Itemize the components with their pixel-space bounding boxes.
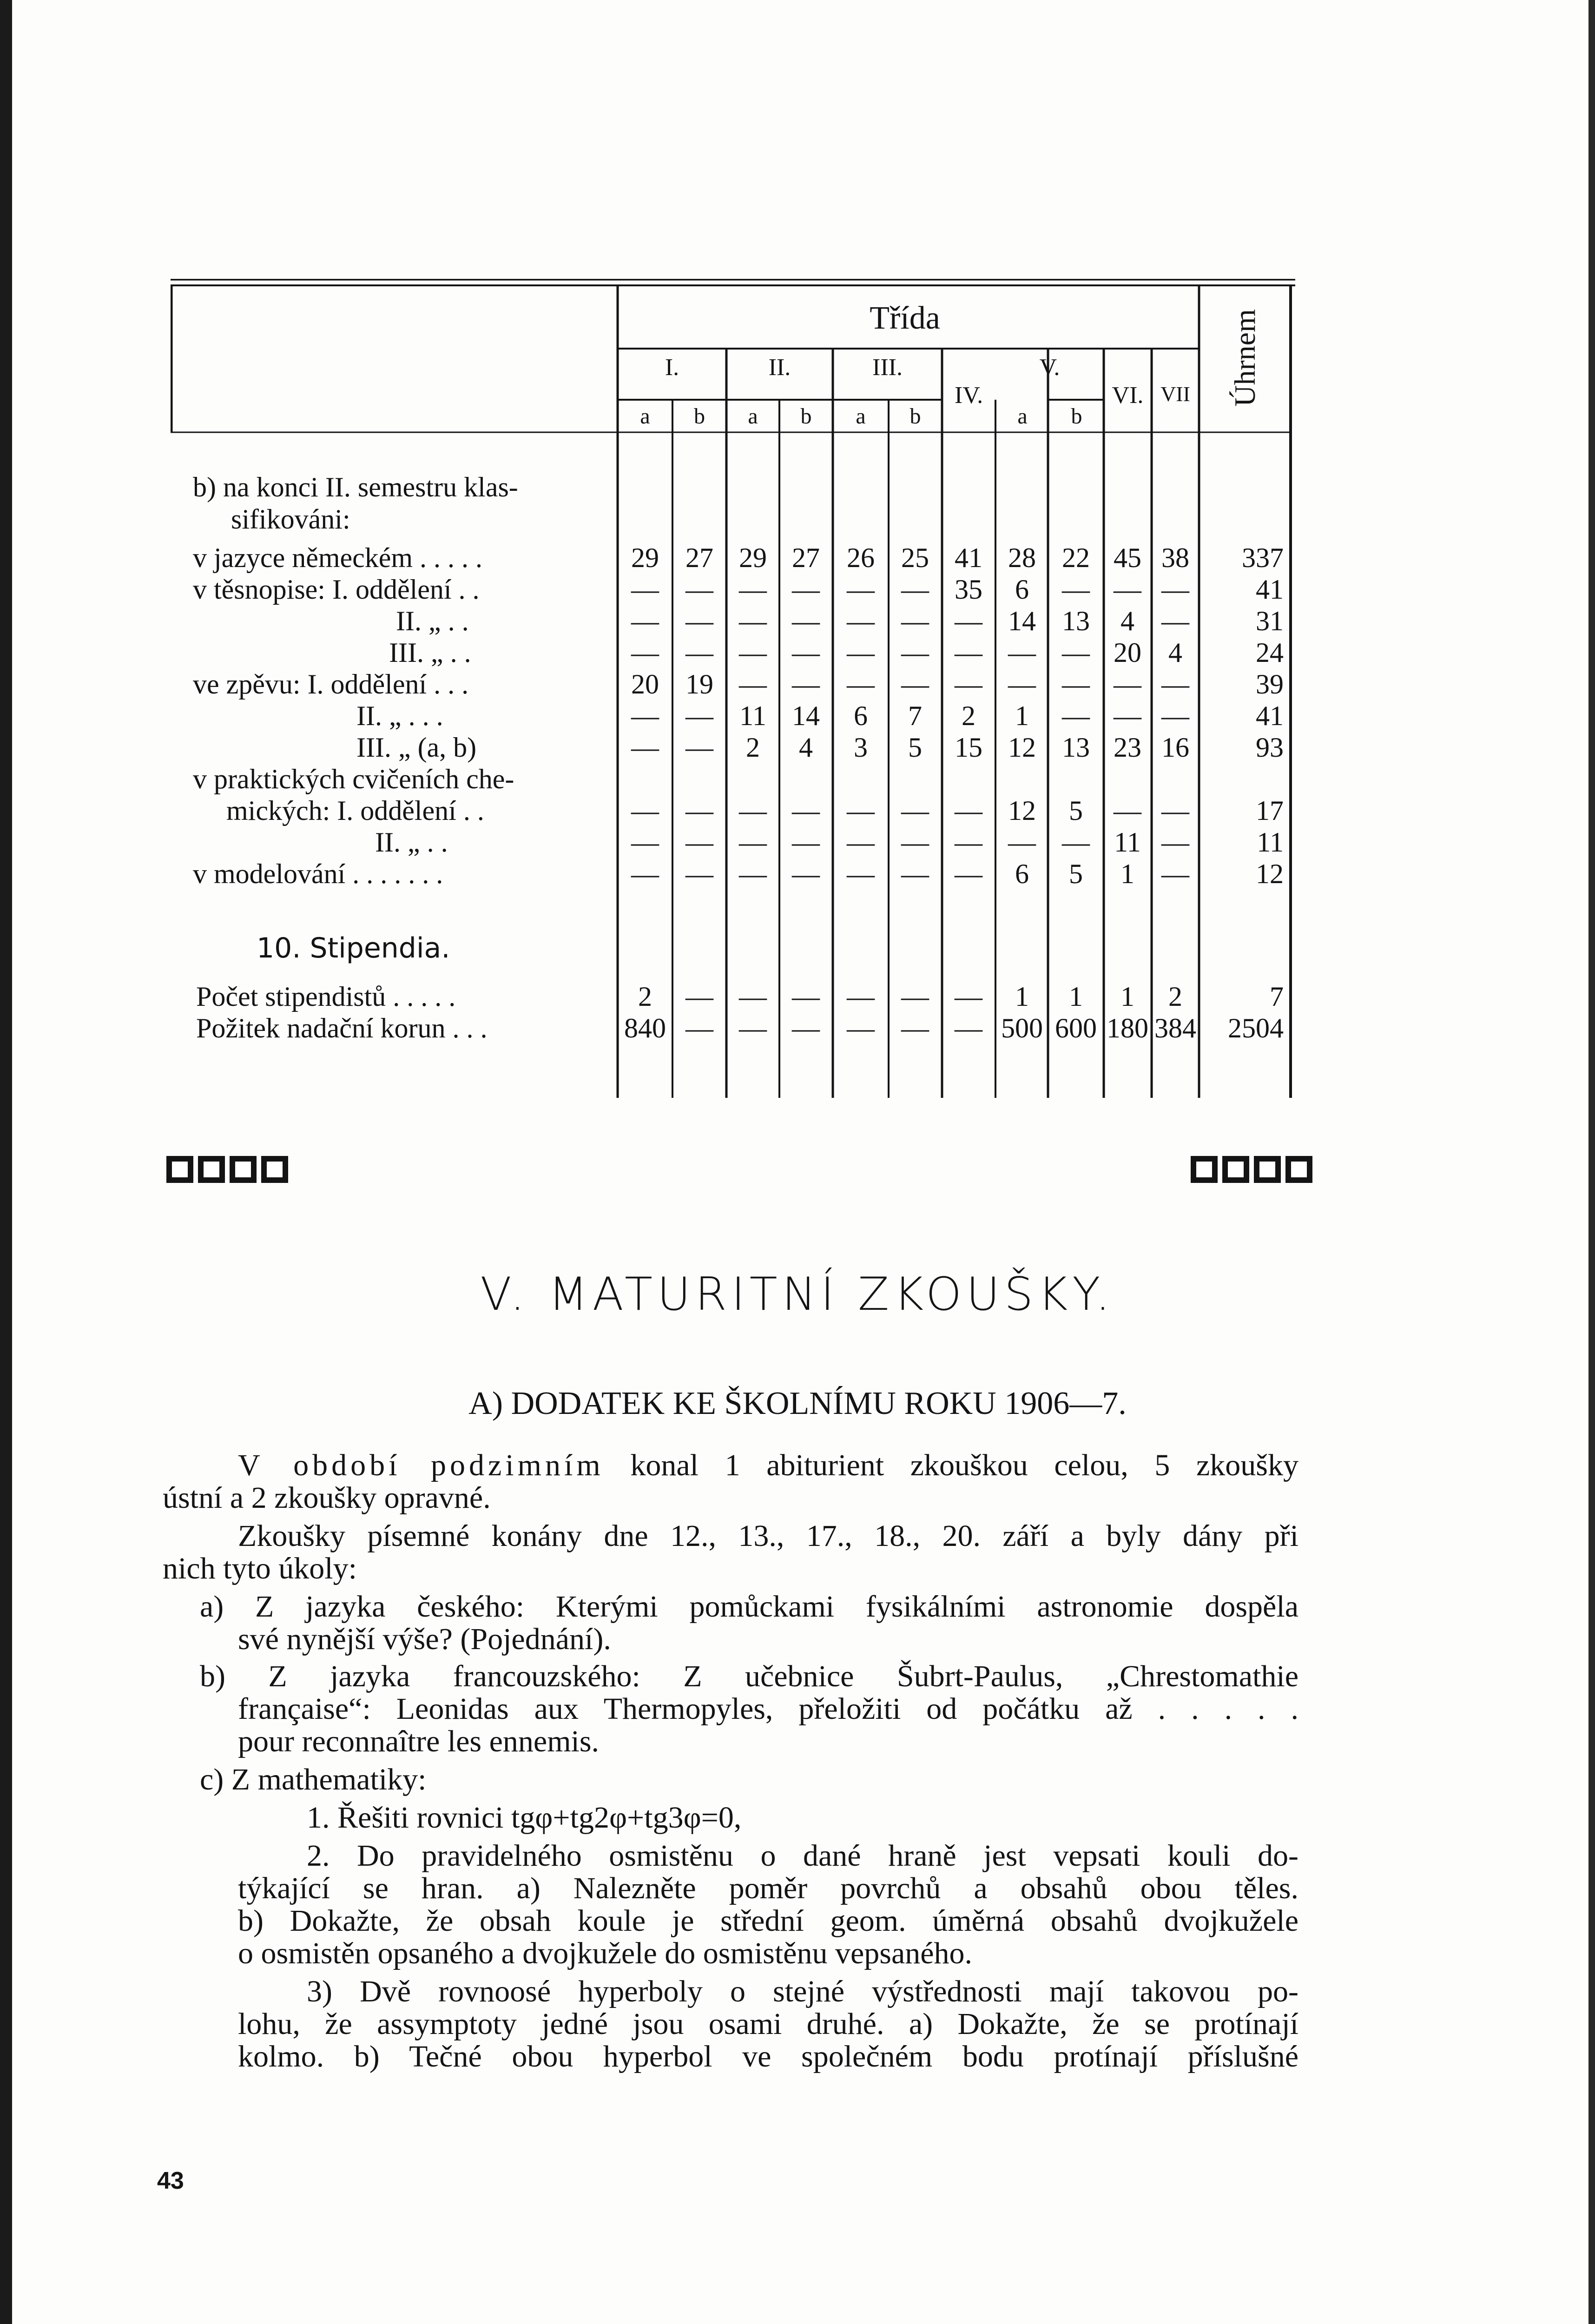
paragraph-line: V období podzimním konal 1 abiturient zkouškou celou, 5 zkoušky [238, 1448, 1298, 1482]
table-cell: 45 [1114, 542, 1141, 573]
table-cell: 384 [1154, 1013, 1196, 1043]
table-cell: 600 [1055, 1013, 1097, 1043]
table-cell: — [1161, 669, 1189, 700]
table-cell: 4 [1120, 606, 1134, 636]
table-cell: 28 [1008, 542, 1036, 573]
row-label: II. „ . . [396, 606, 469, 636]
table-cell: — [792, 795, 820, 826]
table-cell: — [631, 795, 659, 826]
table-cell: — [739, 795, 767, 826]
paragraph-line: Zkoušky písemné konány dne 12., 13., 17., 18., 20. září a byly dány při [238, 1519, 1298, 1553]
table-cell: — [792, 858, 820, 889]
table-cell: — [685, 700, 713, 731]
table-cell: 23 [1114, 732, 1141, 763]
table-cell: — [1062, 669, 1090, 700]
table-cell: — [631, 700, 659, 731]
table-cell: 29 [739, 542, 767, 573]
header-class-2: II. [768, 354, 791, 381]
table-cell: — [792, 1013, 820, 1043]
table-cell: — [739, 858, 767, 889]
table-cell: — [739, 981, 767, 1012]
table-cell: 15 [955, 732, 982, 763]
table-cell: 5 [908, 732, 922, 763]
ornament-square [1222, 1156, 1249, 1183]
table-cell: — [901, 637, 929, 668]
table-cell: 14 [792, 700, 820, 731]
ornament-square [1191, 1156, 1218, 1183]
table-cell: — [901, 827, 929, 858]
table-total-cell: 11 [1257, 827, 1284, 858]
table-cell: — [685, 827, 713, 858]
table-cell: — [1161, 574, 1189, 605]
table-cell: 13 [1062, 732, 1090, 763]
table-cell: — [1062, 827, 1090, 858]
table-cell: 1 [1120, 858, 1134, 889]
row-label: ve zpěvu: I. oddělení . . . [193, 669, 469, 700]
table-cell: — [631, 732, 659, 763]
table-cell: 6 [1015, 574, 1029, 605]
table-total-cell: 337 [1242, 542, 1284, 573]
header-sub-a: a [748, 404, 758, 429]
table-cell: — [1062, 637, 1090, 668]
table-cell: — [1008, 827, 1036, 858]
table-cell: — [955, 637, 982, 668]
task-c-item-2: b) Dokažte, že obsah koule je střední geom. úměrná obsahů dvojkužele [238, 1904, 1298, 1938]
header-class-7: VII [1160, 382, 1190, 406]
table-cell: — [847, 858, 875, 889]
table-cell: 1 [1015, 981, 1029, 1012]
table-cell: 1 [1069, 981, 1083, 1012]
header-sub-a: a [856, 404, 866, 429]
table-cell: 7 [908, 700, 922, 731]
table-cell: — [685, 637, 713, 668]
table-cell: — [1161, 858, 1189, 889]
table-cell: 35 [955, 574, 982, 605]
task-c-heading: c) Z mathematiky: [200, 1763, 427, 1796]
table-cell: — [739, 669, 767, 700]
table-cell: — [847, 574, 875, 605]
table-cell: 41 [955, 542, 982, 573]
table-cell: — [955, 858, 982, 889]
table-total-cell: 93 [1256, 732, 1284, 763]
row-label: Požitek nadační korun . . . [196, 1013, 488, 1043]
header-trida: Třída [870, 300, 940, 336]
table-cell: — [1062, 574, 1090, 605]
table-cell: — [631, 637, 659, 668]
table-cell: — [955, 795, 982, 826]
table-cell: 12 [1008, 795, 1036, 826]
table-total-cell: 24 [1256, 637, 1284, 668]
table-cell: 11 [739, 700, 766, 731]
table-cell: — [685, 574, 713, 605]
table-cell: — [901, 574, 929, 605]
table-cell: — [685, 606, 713, 636]
header-class-3: III. [872, 354, 903, 381]
scan-edge-right [1588, 0, 1595, 2324]
table-cell: — [792, 669, 820, 700]
task-a-line: a) Z jazyka českého: Kterými pomůckami fysikálními astronomie dospěla [200, 1590, 1298, 1624]
task-c-item-3: kolmo. b) Tečné obou hyperbol ve společném bodu protínají příslušné [238, 2040, 1298, 2073]
task-c-item-1: 1. Řešiti rovnici tgφ+tg2φ+tg3φ=0, [307, 1801, 742, 1835]
task-b-line: pour reconnaître les ennemis. [238, 1724, 600, 1758]
table-total-cell: 41 [1256, 700, 1284, 731]
row-label: v těsnopise: I. oddělení . . [193, 574, 480, 605]
table-cell: — [685, 858, 713, 889]
table-total-cell: 41 [1256, 574, 1284, 605]
paragraph-line: ústní a 2 zkoušky opravné. [163, 1481, 491, 1515]
table-cell: — [685, 981, 713, 1012]
table-cell: — [792, 637, 820, 668]
table-cell: — [739, 574, 767, 605]
table-cell: — [792, 981, 820, 1012]
table-cell: — [631, 858, 659, 889]
task-b-line: b) Z jazyka francouzského: Z učebnice Šubrt-Paulus, „Chrestomathie [200, 1659, 1298, 1693]
table-total-cell: 39 [1256, 669, 1284, 700]
table-cell: — [1008, 669, 1036, 700]
ornament-square [1254, 1156, 1281, 1183]
table-cell: 20 [631, 669, 659, 700]
table-cell: 4 [799, 732, 813, 763]
table-cell: 27 [792, 542, 820, 573]
header-class-4: IV. [954, 382, 983, 409]
table-cell: — [631, 827, 659, 858]
table-cell: 12 [1008, 732, 1036, 763]
row-label: v praktických cvičeních che- [193, 764, 514, 794]
ornament-squares-left [166, 1156, 288, 1183]
section-b-label: b) na konci II. semestru klas- [193, 472, 518, 502]
table-cell: 1 [1015, 700, 1029, 731]
row-label: II. „ . . [375, 827, 448, 858]
table-cell: — [1161, 795, 1189, 826]
table-cell: 5 [1069, 858, 1083, 889]
table-cell: 1 [1120, 981, 1134, 1012]
table-cell: — [1161, 606, 1189, 636]
table-cell: — [792, 827, 820, 858]
table-cell: — [685, 795, 713, 826]
table-cell: 2 [1168, 981, 1182, 1012]
header-class-5: V. [1039, 354, 1060, 381]
ornament-square [261, 1156, 288, 1183]
header-sub-b: b [1071, 404, 1082, 429]
table-cell: — [631, 574, 659, 605]
ornament-square [198, 1156, 225, 1183]
table-cell: — [847, 606, 875, 636]
table-cell: — [847, 637, 875, 668]
row-label: mických: I. oddělení . . [226, 795, 484, 826]
table-cell: — [847, 795, 875, 826]
table-cell: 180 [1107, 1013, 1148, 1043]
table-cell: — [1114, 795, 1141, 826]
task-b-line: française“: Leonidas aux Thermopyles, přeložiti od počátku až . . . . . [238, 1692, 1298, 1726]
table-cell: — [739, 827, 767, 858]
row-label: III. „ . . [389, 637, 471, 668]
table-cell: 840 [624, 1013, 666, 1043]
table-cell: 29 [631, 542, 659, 573]
ornament-square [1285, 1156, 1312, 1183]
table-cell: — [955, 981, 982, 1012]
row-label: v modelování . . . . . . . [193, 858, 443, 889]
table-cell: — [739, 606, 767, 636]
table-cell: — [1161, 700, 1189, 731]
task-c-item-3: 3) Dvě rovnoosé hyperboly o stejné výstřednosti mají takovou po- [307, 1974, 1298, 2008]
paragraph-line: nich tyto úkoly: [163, 1552, 357, 1585]
table-total-cell: 17 [1256, 795, 1284, 826]
table-cell: 4 [1168, 637, 1182, 668]
header-sub-b: b [694, 404, 705, 429]
table-cell: — [792, 606, 820, 636]
ornament-squares-right [1191, 1156, 1312, 1183]
header-class-1: I. [665, 354, 679, 381]
page-number: 43 [157, 2167, 184, 2194]
spaced-emphasis: V období podzimním [238, 1448, 604, 1482]
table-cell: — [1114, 700, 1141, 731]
table-cell: — [1161, 827, 1189, 858]
table-cell: — [631, 606, 659, 636]
table-cell: — [847, 981, 875, 1012]
table-cell: 20 [1114, 637, 1141, 668]
table-cell: — [739, 1013, 767, 1043]
chapter-heading: V. MATURITNÍ ZKOUŠKY. [480, 1268, 1115, 1321]
table-cell: 19 [685, 669, 713, 700]
table-cell: — [901, 858, 929, 889]
task-a-line: své nynější výše? (Pojednání). [238, 1622, 611, 1656]
table-cell: — [847, 827, 875, 858]
task-c-item-2: 2. Do pravidelného osmistěnu o dané hraně jest vepsati kouli do- [307, 1839, 1298, 1873]
task-c-item-3: lohu, že assymptoty jedné jsou osami druhé. a) Dokažte, že se protínají [238, 2007, 1298, 2041]
table-cell: 26 [847, 542, 875, 573]
table-cell: — [1114, 574, 1141, 605]
table-cell: 38 [1161, 542, 1189, 573]
table-cell: 14 [1008, 606, 1036, 636]
table-cell: — [1114, 669, 1141, 700]
table-total-cell: 7 [1270, 981, 1284, 1012]
table-cell: — [847, 669, 875, 700]
section-subheading: A) DODATEK KE ŠKOLNÍMU ROKU 1906—7. [468, 1386, 1127, 1421]
table-cell: — [955, 1013, 982, 1043]
table-cell: — [792, 574, 820, 605]
table-cell: — [901, 981, 929, 1012]
row-label: II. „ . . . [356, 700, 443, 731]
table-cell: 500 [1001, 1013, 1043, 1043]
table-cell: 2 [962, 700, 975, 731]
table-cell: 13 [1062, 606, 1090, 636]
row-label: III. „ (a, b) [356, 732, 477, 763]
table-cell: — [685, 732, 713, 763]
table-total-cell: 31 [1256, 606, 1284, 636]
row-label: v jazyce německém . . . . . [193, 542, 483, 573]
scan-edge-left [0, 0, 12, 2324]
header-sub-a: a [1017, 404, 1028, 429]
section-b-label-cont: sifikováni: [231, 504, 350, 535]
table-cell: — [901, 795, 929, 826]
table-cell: 6 [854, 700, 868, 731]
table-cell: — [901, 606, 929, 636]
table-cell: — [901, 669, 929, 700]
statistics-table: Třída Úhrnem I. II. III. IV. V. VI. VII a b a b a b a b b) na konci II. semestru klas- sifikováni: v jazyce německém . . . . . v těsnopise: I. oddělení . . II. „ . . III. „ . . ve zpěvu: I. oddělení . . . II. „ . . . III. „ (a, b) v praktických cvičeních che- mických: I. oddělení . . II. „ . . v modelování . . . . . . . 10. Stipendia. Počet stipendistů . . . . . Požitek nadační korun . . . 29 27 29 27 26 25 41 28 22 45 38 337 — — — — — — 35 6 — — — 41 — — — — — — — 14 13 4 — 31 — — — — — — — — — 20 4 24 20 19 — — — — — — — — — 39 — — 11 14 6 7 2 1 — — — 41 — — 2 4 3 5 15 12 13 23 16 93 — — — — — — — 12 5 — — 17 — — — — — — — — — 11 — 11 — — — — — — — 6 5 1 — 12 2 — — — — — — 1 1 1 2 7 840 — — — — — — 500 600 180 384 2504 [171, 279, 1295, 1098]
table-cell: 25 [901, 542, 929, 573]
table-cell: 3 [854, 732, 868, 763]
table-cell: 2 [638, 981, 652, 1012]
table-cell: 6 [1015, 858, 1029, 889]
table-cell: — [847, 1013, 875, 1043]
table-cell: — [955, 606, 982, 636]
table-cell: — [955, 827, 982, 858]
table-cell: — [1062, 700, 1090, 731]
table-cell: 22 [1062, 542, 1090, 573]
section-stipendia-label: 10. Stipendia. [257, 932, 450, 964]
table-cell: 16 [1161, 732, 1189, 763]
table-cell: — [901, 1013, 929, 1043]
row-label: Počet stipendistů . . . . . [196, 981, 456, 1012]
table-cell: — [1008, 637, 1036, 668]
table-cell: — [955, 669, 982, 700]
task-c-item-2: o osmistěn opsaného a dvojkužele do osmistěnu vepsaného. [238, 1936, 973, 1970]
table-cell: 11 [1114, 827, 1141, 858]
task-c-item-2: týkající se hran. a) Nalezněte poměr povrchů a obsahů obou těles. [238, 1871, 1298, 1905]
header-sub-b: b [800, 404, 812, 429]
header-class-6: VI. [1112, 382, 1144, 409]
table-total-cell: 12 [1256, 858, 1284, 889]
header-sub-a: a [640, 404, 650, 429]
ornament-square [166, 1156, 193, 1183]
table-cell: 27 [685, 542, 713, 573]
table-cell: 5 [1069, 795, 1083, 826]
header-sub-b: b [910, 404, 921, 429]
ornament-square [230, 1156, 257, 1183]
table-cell: 2 [746, 732, 760, 763]
table-cell: — [739, 637, 767, 668]
table-cell: — [685, 1013, 713, 1043]
table-total-cell: 2504 [1228, 1013, 1284, 1043]
